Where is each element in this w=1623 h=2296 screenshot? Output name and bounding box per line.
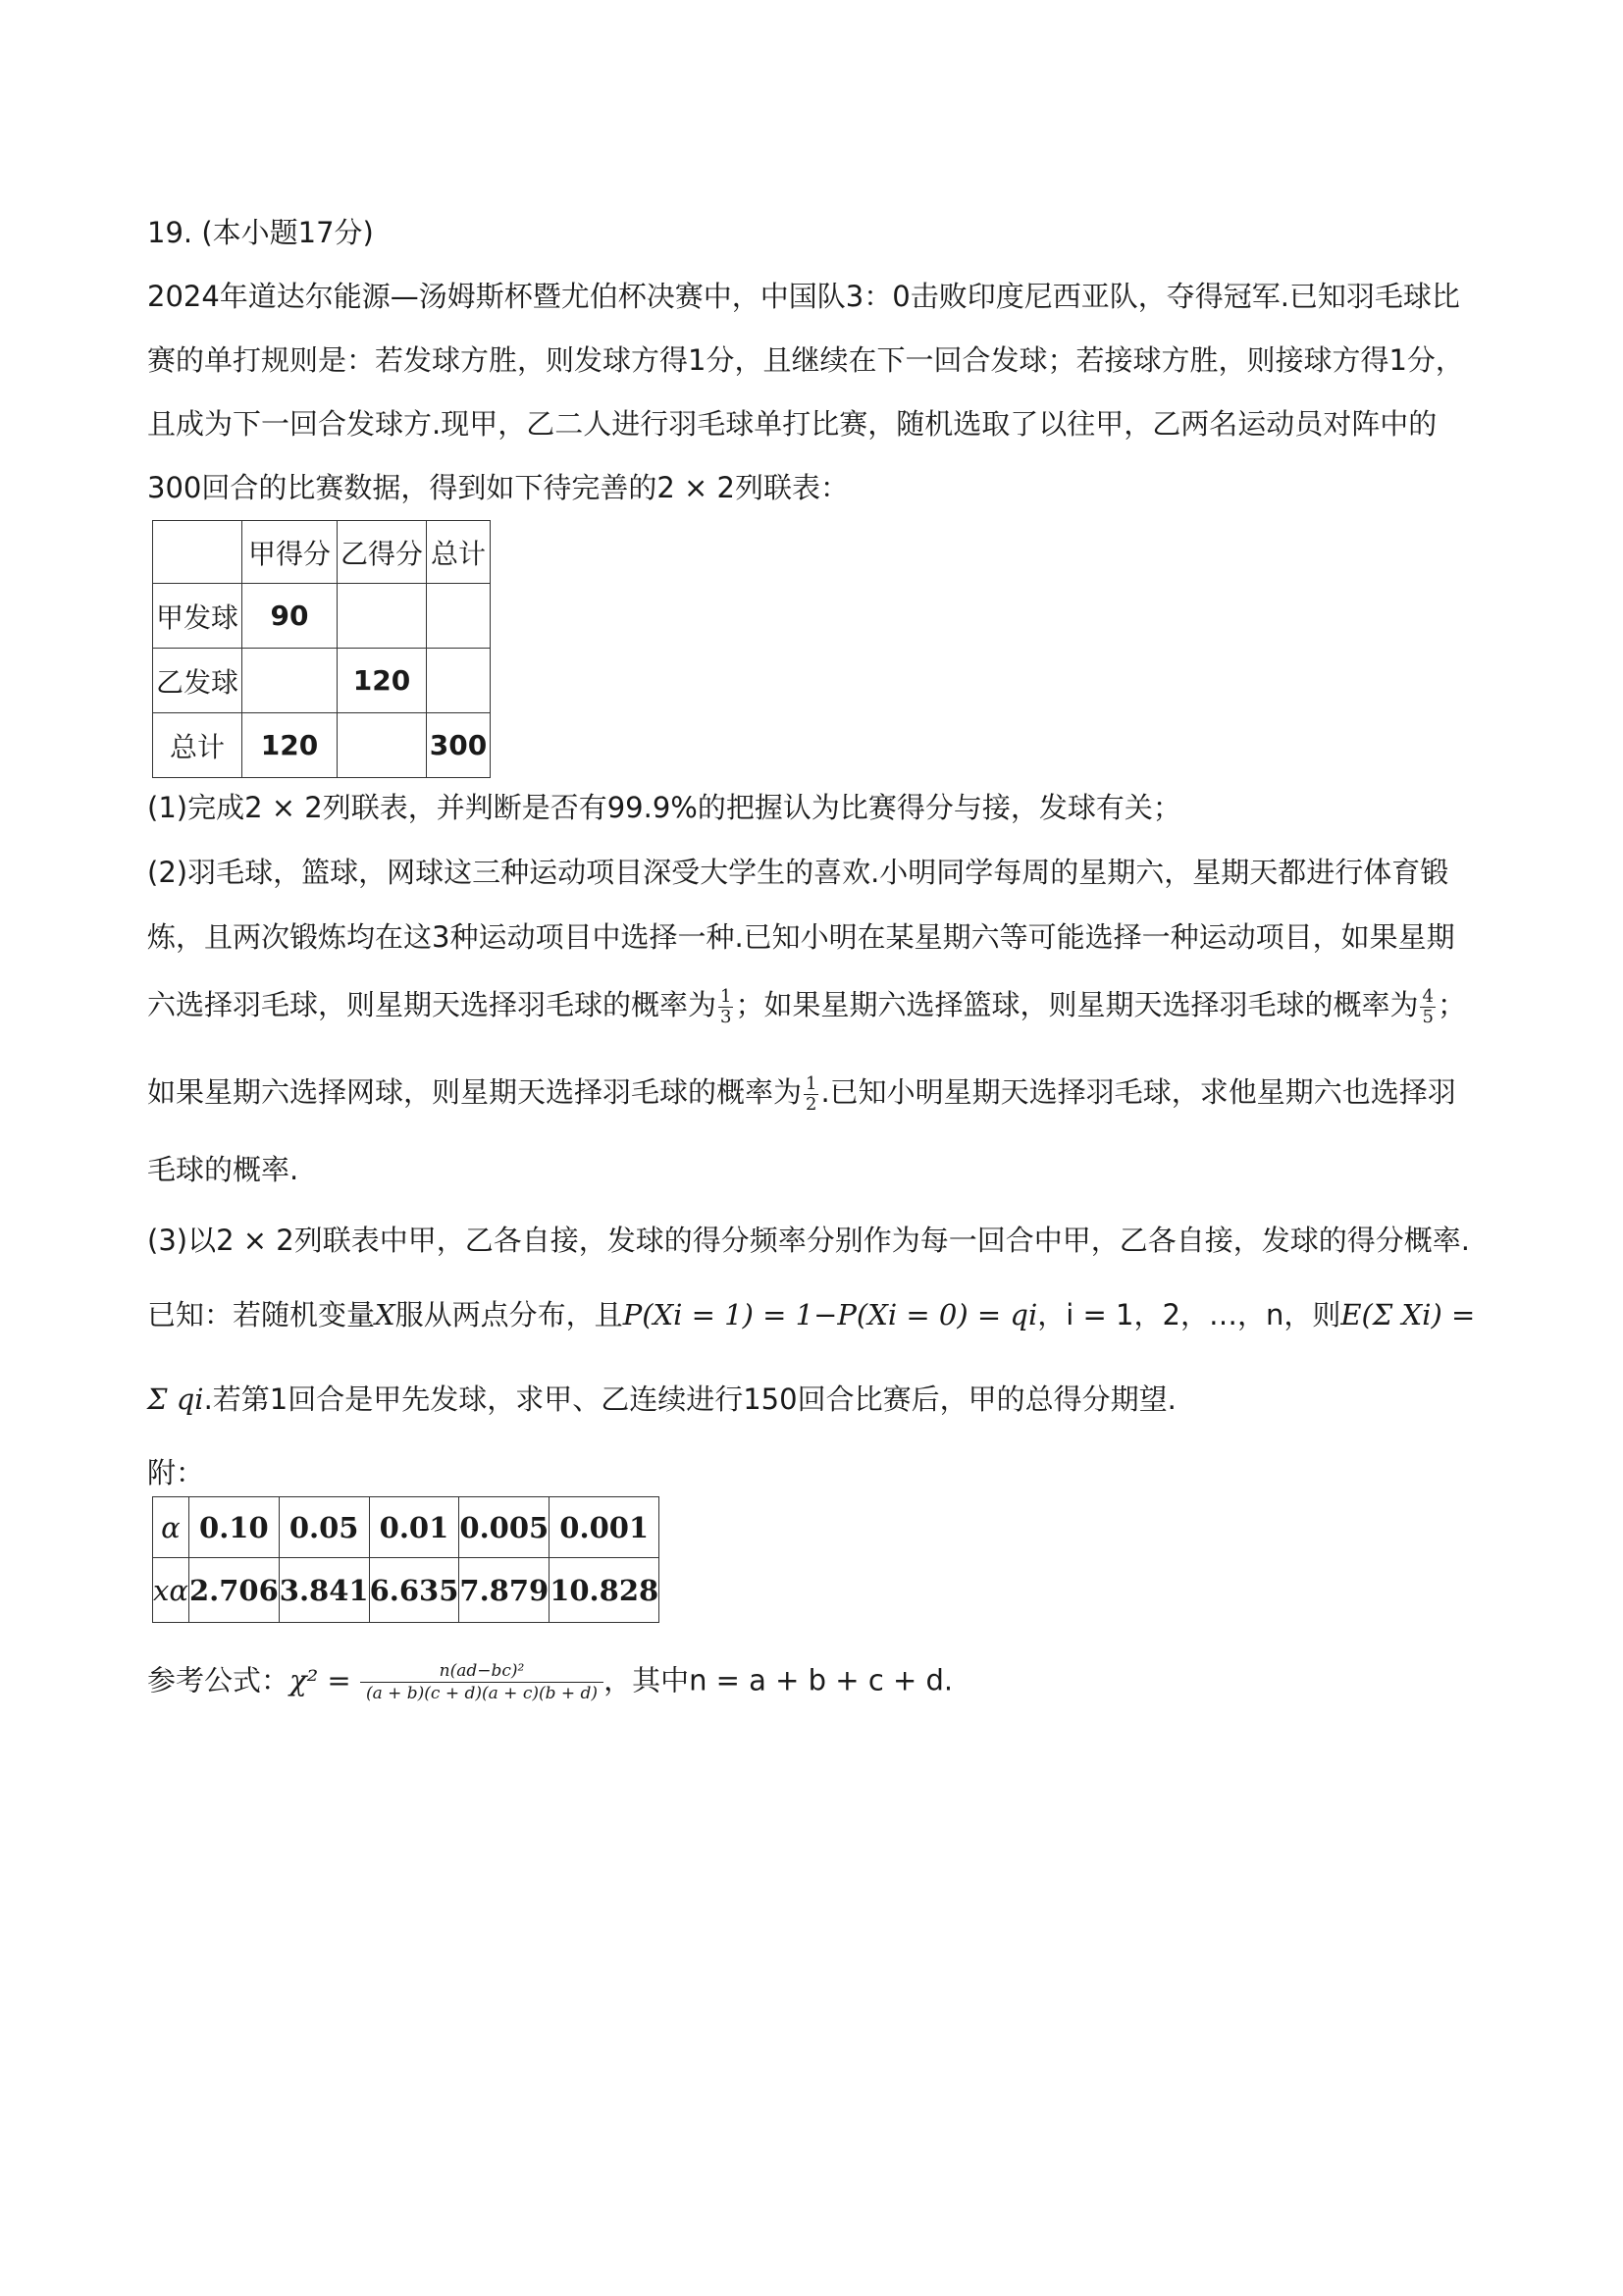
table-cell: 300 <box>427 713 491 778</box>
fraction-numerator: 1 <box>806 1072 817 1094</box>
fraction-numerator: 4 <box>1422 985 1434 1007</box>
table-header-cell: 总计 <box>427 521 491 584</box>
question-part-3-line-2 <box>147 1295 1482 1334</box>
intro-line-3: 且成为下一回合发球方.现甲，乙二人进行羽毛球单打比赛，随机选取了以往甲，乙两名运动员对阵中的 <box>147 407 1438 441</box>
fraction-one-third <box>718 987 733 1027</box>
expectation-expression: E(Σ Xi) = <box>1340 1298 1476 1331</box>
fraction-four-fifths <box>1420 987 1435 1027</box>
table-row <box>153 713 491 778</box>
fraction-denominator: (a + b)(c + d)(a + c)(b + d) <box>365 1684 599 1703</box>
fraction-numerator: n(ad−bc)² <box>360 1660 603 1683</box>
table-row <box>153 1558 659 1623</box>
question-part-2-line-5: 毛球的概率. <box>147 1153 299 1186</box>
question-header: 19. (本小题17分) <box>147 216 374 249</box>
fraction-denominator: 2 <box>806 1093 817 1115</box>
chi-square-symbol: χ² = <box>289 1663 351 1697</box>
table-header-cell: 乙得分 <box>338 521 427 584</box>
table-cell: 甲发球 <box>153 584 242 649</box>
appendix-label: 附： <box>147 1456 205 1489</box>
table-cell: 0.05 <box>279 1497 369 1558</box>
text-segment: ；如果星期六选择篮球，则星期天选择羽毛球的概率为 <box>735 988 1419 1021</box>
question-part-3-line-3 <box>147 1380 1482 1419</box>
table-header-cell: 甲得分 <box>242 521 338 584</box>
table-cell: 120 <box>338 649 427 713</box>
formula-tail: ，其中n = a + b + c + d. <box>603 1663 954 1697</box>
table-cell: 120 <box>242 713 338 778</box>
text-segment: 服从两点分布，且 <box>394 1298 623 1331</box>
table-row <box>153 649 491 713</box>
question-part-2-line-2: 炼，且两次锻炼均在这3种运动项目中选择一种.已知小明在某星期六等可能选择一种运动项目，如果星期 <box>147 920 1455 954</box>
text-segment: .若第1回合是甲先发球，求甲、乙连续进行150回合比赛后，甲的总得分期望. <box>203 1383 1177 1416</box>
table-cell <box>242 649 338 713</box>
table-cell: α <box>153 1497 189 1558</box>
critical-value-table <box>152 1496 659 1623</box>
fraction-one-half <box>804 1074 818 1115</box>
index-expression: ，i = 1，2，…，n，则 <box>1037 1298 1341 1331</box>
intro-line-1: 2024年道达尔能源—汤姆斯杯暨尤伯杯决赛中，中国队3：0击败印度尼西亚队，夺得冠军.已知羽毛球比 <box>147 280 1460 313</box>
table-cell: 2.706 <box>188 1558 279 1623</box>
table-row <box>153 584 491 649</box>
formula-label: 参考公式： <box>147 1663 290 1697</box>
table-cell: 0.01 <box>369 1497 459 1558</box>
question-part-2-line-1: (2)羽毛球，篮球，网球这三种运动项目深受大学生的喜欢.小明同学每周的星期六，星期天都进行体育锻 <box>147 856 1449 889</box>
sum-expression: Σ qi <box>147 1383 204 1416</box>
text-segment: 已知：若随机变量 <box>147 1298 376 1331</box>
table-cell: xα <box>153 1558 189 1623</box>
table-cell <box>338 713 427 778</box>
question-part-3-line-1: (3)以2 × 2列联表中甲，乙各自接，发球的得分频率分别作为每一回合中甲，乙各自接，发球的得分概率. <box>147 1224 1470 1257</box>
text-segment: 六选择羽毛球，则星期天选择羽毛球的概率为 <box>147 988 717 1021</box>
table-cell: 乙发球 <box>153 649 242 713</box>
question-part-2-line-3 <box>147 985 1482 1027</box>
table-cell: 7.879 <box>459 1558 550 1623</box>
variable-x: X <box>375 1298 395 1331</box>
text-segment: ； <box>1437 988 1466 1021</box>
question-part-1: (1)完成2 × 2列联表，并判断是否有99.9%的把握认为比赛得分与接，发球有关； <box>147 791 1181 824</box>
table-cell: 10.828 <box>550 1558 659 1623</box>
table-cell: 0.005 <box>459 1497 550 1558</box>
table-row <box>153 521 491 584</box>
table-cell <box>427 649 491 713</box>
question-part-2-line-4 <box>147 1072 1482 1115</box>
two-point-distribution-expression: P(Xi = 1) = 1−P(Xi = 0) = qi <box>622 1298 1038 1331</box>
table-cell: 总计 <box>153 713 242 778</box>
text-segment: 如果星期六选择网球，则星期天选择羽毛球的概率为 <box>147 1075 803 1109</box>
intro-line-2: 赛的单打规则是：若发球方胜，则发球方得1分，且继续在下一回合发球；若接球方胜，则接球方得1分， <box>147 343 1464 377</box>
contingency-table <box>152 520 491 778</box>
fraction-denominator: 5 <box>1422 1006 1434 1027</box>
fraction-numerator: 1 <box>720 985 732 1007</box>
table-cell: 3.841 <box>279 1558 369 1623</box>
table-cell: 0.10 <box>188 1497 279 1558</box>
reference-formula <box>147 1660 1482 1704</box>
table-cell <box>427 584 491 649</box>
text-segment: .已知小明星期天选择羽毛球，求他星期六也选择羽 <box>820 1075 1456 1109</box>
table-cell: 6.635 <box>369 1558 459 1623</box>
table-cell <box>153 521 242 584</box>
table-cell: 0.001 <box>550 1497 659 1558</box>
chi-square-fraction <box>360 1660 603 1704</box>
intro-line-4: 300回合的比赛数据，得到如下待完善的2 × 2列联表： <box>147 471 849 504</box>
table-cell <box>338 584 427 649</box>
table-cell: 90 <box>242 584 338 649</box>
table-row <box>153 1497 659 1558</box>
fraction-denominator: 3 <box>720 1006 732 1027</box>
